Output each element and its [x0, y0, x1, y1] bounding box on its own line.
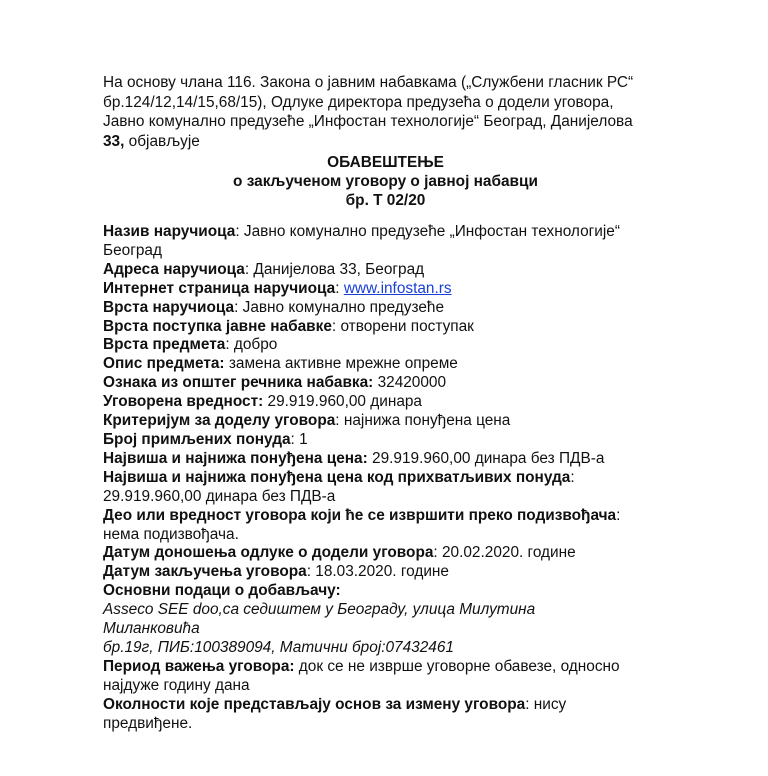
- intro-line: [103, 132, 668, 152]
- notice-subtitle: о закљученом уговору о јавној набавци: [233, 173, 538, 190]
- field-value: замена активне мрежне опреме: [224, 355, 458, 373]
- field-label: Ознака из општег речника набавка:: [103, 374, 374, 392]
- field-osnovni-podaci: Основни подаци о добављачу:: [103, 582, 341, 600]
- supplier-line: Assecо SEE doo,са седиштем у Београду, улица Милутина: [103, 601, 536, 619]
- field-period-cont: најдуже годину дана: [103, 676, 250, 694]
- intro-bold-number: 33,: [103, 132, 125, 150]
- field-vrsta-narucioca: [103, 299, 668, 318]
- field-internet: [103, 280, 668, 299]
- field-label: Назив наручиоца: [103, 223, 236, 240]
- field-deo-value: нема подизвођача.: [103, 525, 239, 543]
- field-najvisa-cena: [103, 450, 668, 469]
- notice-heading: [103, 153, 668, 210]
- field-naziv-cont: Београд: [103, 241, 162, 259]
- field-label: Део или вредност уговора који ће се извршити преко подизвођача: [103, 506, 617, 524]
- field-label: Датум закључења уговора: [103, 563, 307, 581]
- field-value: : Јавно комунално предузеће: [234, 298, 445, 316]
- field-deo-ugovora: [103, 507, 668, 526]
- intro-line: бр.124/12,14/15,68/15), Одлуке директора предузећа о додели уговора,: [103, 93, 614, 111]
- field-label: Врста поступка јавне набавке: [103, 317, 332, 335]
- website-link[interactable]: www.infostan.rs: [343, 279, 452, 297]
- notice-title: ОБАВЕШТЕЊЕ: [327, 154, 444, 171]
- supplier-line: Миланковића: [103, 620, 200, 638]
- field-value: Јавно комунално предузеће „Инфостан технологије“: [243, 223, 620, 240]
- field-value: : 20.02.2020. године: [433, 544, 576, 562]
- intro-line: На основу члана 116. Закона о јавним набавкама („Службени гласник РС“: [103, 74, 634, 91]
- field-value: док се не изврше уговорне обавезе, односно: [294, 657, 620, 675]
- field-label: Опис предмета:: [103, 355, 225, 373]
- field-value: 29.919.960,00 динара без ПДВ-а: [367, 449, 605, 467]
- field-opis: [103, 355, 668, 374]
- field-value: : 18.03.2020. године: [306, 563, 449, 581]
- field-label: Адреса наручиоца: [103, 260, 245, 278]
- field-separator: :: [616, 506, 621, 524]
- field-prihvatljive-value: 29.919.960,00 динара без ПДВ-а: [103, 487, 336, 505]
- field-period: [103, 658, 668, 677]
- field-label: Највиша и најнижа понуђена цена:: [103, 449, 368, 467]
- field-kriterijum: [103, 412, 668, 431]
- field-label: Врста наручиоца: [103, 298, 235, 316]
- field-label: Период важења уговора:: [103, 657, 295, 675]
- field-label: Критеријум за доделу уговора: [103, 412, 336, 430]
- field-label: Број примљених понуда: [103, 430, 291, 448]
- field-value: : добро: [225, 336, 278, 354]
- field-value: 32420000: [373, 374, 447, 392]
- supplier-line: бр.19г, ПИБ:100389094, Матични број:07432461: [103, 638, 454, 656]
- field-label: Интернет страница наручиоца: [103, 279, 336, 297]
- field-value: : отворени поступак: [331, 317, 474, 335]
- field-label: Околности које представљају основ за измену уговора: [103, 695, 526, 713]
- field-datum-zakljucenja: [103, 563, 668, 582]
- intro-text: објављује: [124, 132, 200, 150]
- field-separator: :: [335, 279, 344, 297]
- field-separator: :: [570, 468, 575, 486]
- field-naziv: [103, 223, 668, 242]
- field-value: 29.919.960,00 динара: [263, 393, 422, 411]
- field-value: : Данијелова 33, Београд: [244, 260, 425, 278]
- field-vrsta-postupka: [103, 318, 668, 337]
- field-okolnosti-cont: предвиђене.: [103, 714, 193, 732]
- field-label: Врста предмета: [103, 336, 226, 354]
- notice-fields: [103, 223, 668, 733]
- field-vrsta-predmeta: [103, 336, 668, 355]
- field-ugovorena: [103, 393, 668, 412]
- field-separator: :: [235, 223, 244, 240]
- field-datum-odluke: [103, 544, 668, 563]
- field-oznaka: [103, 374, 668, 393]
- notice-number: бр. Т 02/20: [345, 192, 426, 209]
- intro-paragraph: [103, 73, 668, 151]
- field-label: Датум доношења одлуке о додели уговора: [103, 544, 434, 562]
- field-label: Највиша и најнижа понуђена цена код прихватљивих понуда: [103, 468, 571, 486]
- field-broj-ponuda: [103, 431, 668, 450]
- intro-line: Јавно комунално предузеће „Инфостан технологије“ Београд, Данијелова: [103, 113, 633, 130]
- field-value: : најнижа понуђена цена: [335, 412, 511, 430]
- field-adresa: [103, 261, 668, 280]
- field-value: : нису: [525, 695, 567, 713]
- field-value: : 1: [290, 430, 308, 448]
- field-prihvatljive: [103, 469, 668, 488]
- field-label: Уговорена вредност:: [103, 393, 264, 411]
- field-okolnosti: [103, 696, 668, 715]
